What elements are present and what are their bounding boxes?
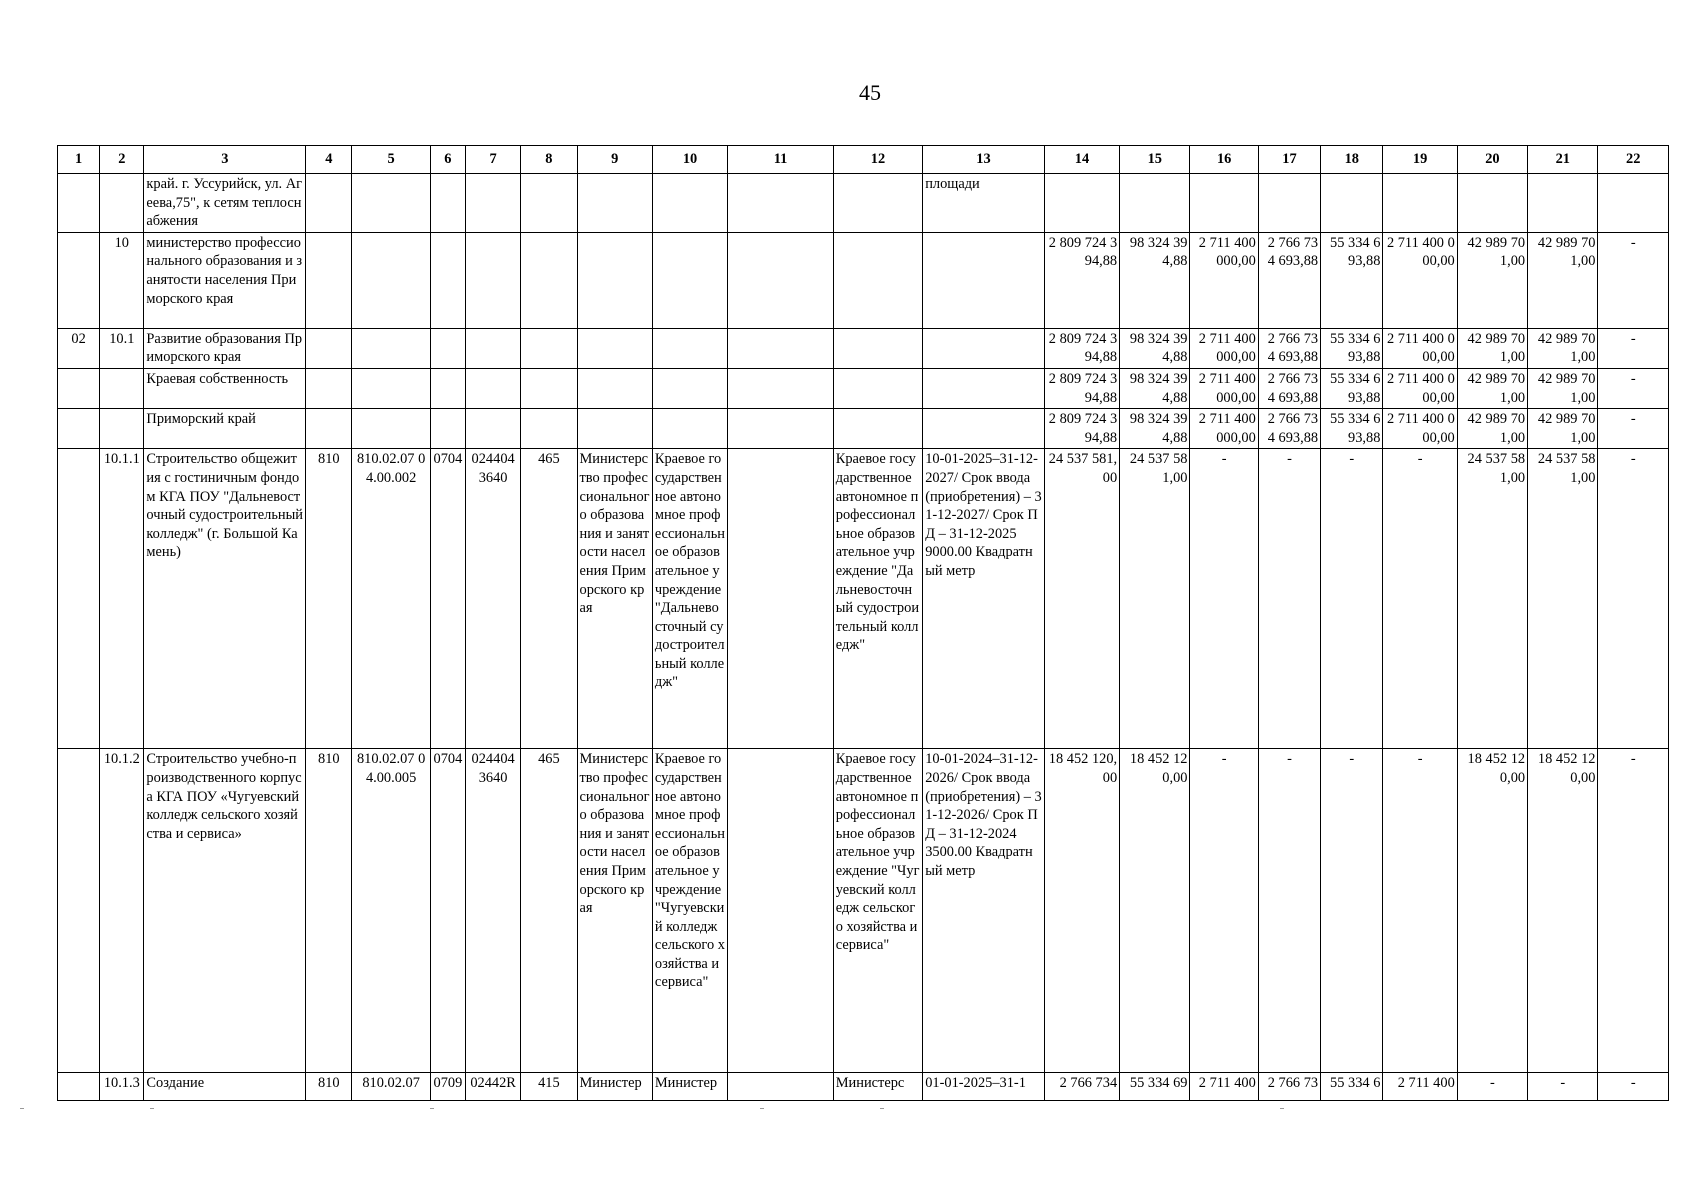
table-cell-col16: 2 711 400: [1190, 1073, 1258, 1101]
table-cell-col14: 18 452 120,00: [1044, 749, 1119, 1073]
table-cell-col4: [306, 232, 352, 328]
header-cell: 4: [306, 146, 352, 174]
table-cell-col10: Краевое государственное автономное профессиональное образовательное учреждение "Дальневосточный судостроительный колледж": [652, 449, 727, 749]
table-cell-col1: [58, 749, 100, 1073]
table-cell-col4: [306, 409, 352, 449]
table-cell-col9: [577, 232, 652, 328]
table-cell-col3: Создание: [144, 1073, 306, 1101]
table-cell-col19: [1383, 174, 1457, 233]
table-cell-col21: 24 537 581,00: [1528, 449, 1598, 749]
table-cell-col4: [306, 174, 352, 233]
table-cell-col17: [1258, 174, 1320, 233]
header-cell: 2: [100, 146, 144, 174]
header-cell: 14: [1044, 146, 1119, 174]
table-cell-col22: [1598, 174, 1669, 233]
table-cell-col8: [521, 368, 577, 408]
header-cell: 17: [1258, 146, 1320, 174]
table-cell-col19: 2 711 400: [1383, 1073, 1457, 1101]
table-cell-col9: [577, 328, 652, 368]
table-body: [58, 174, 1669, 1101]
table-cell-col8: 465: [521, 449, 577, 749]
table-cell-col7: 0244043640: [465, 749, 520, 1073]
table-cell-col11: [728, 1073, 834, 1101]
table-cell-col21: [1528, 174, 1598, 233]
table-cell-col14: 2 809 724 394,88: [1044, 409, 1119, 449]
table-cell-col3: Приморский край: [144, 409, 306, 449]
table-cell-col15: 98 324 394,88: [1120, 368, 1190, 408]
table-cell-col19: -: [1383, 449, 1457, 749]
table-cell-col16: 2 711 400 000,00: [1190, 328, 1258, 368]
table-cell-col5: [352, 409, 430, 449]
table-cell-col21: -: [1528, 1073, 1598, 1101]
table-cell-col8: [521, 232, 577, 328]
table-cell-col7: [465, 174, 520, 233]
table-cell-col14: 2 766 734: [1044, 1073, 1119, 1101]
table-cell-col19: -: [1383, 749, 1457, 1073]
table-cell-col1: [58, 174, 100, 233]
table-cell-col11: [728, 409, 834, 449]
header-cell: 10: [652, 146, 727, 174]
table-cell-col22: -: [1598, 1073, 1669, 1101]
table-cell-col22: -: [1598, 328, 1669, 368]
table-row: [58, 232, 1669, 328]
table-cell-col15: 98 324 394,88: [1120, 409, 1190, 449]
table-cell-col4: 810: [306, 1073, 352, 1101]
table-cell-col2: [100, 368, 144, 408]
table-row: [58, 749, 1669, 1073]
table-cell-col20: 42 989 701,00: [1457, 328, 1527, 368]
table-cell-col3: Строительство учебно-производственного корпуса КГА ПОУ «Чугуевский колледж сельского хозяйства и сервиса»: [144, 749, 306, 1073]
table-cell-col19: 2 711 400 000,00: [1383, 232, 1457, 328]
table-cell-col17: 2 766 734 693,88: [1258, 409, 1320, 449]
table-cell-col13: [923, 328, 1045, 368]
header-cell: 18: [1321, 146, 1383, 174]
table-cell-col17: -: [1258, 749, 1320, 1073]
table-cell-col5: [352, 174, 430, 233]
table-cell-col18: -: [1321, 749, 1383, 1073]
header-cell: 15: [1120, 146, 1190, 174]
table-cell-col17: 2 766 734 693,88: [1258, 328, 1320, 368]
table-cell-col21: 42 989 701,00: [1528, 409, 1598, 449]
table-row: [58, 409, 1669, 449]
table-cell-col11: [728, 232, 834, 328]
table-cell-col15: 24 537 581,00: [1120, 449, 1190, 749]
table-cell-col10: [652, 174, 727, 233]
table-row: [58, 174, 1669, 233]
table-cell-col12: Министерс: [833, 1073, 922, 1101]
table-row: [58, 449, 1669, 749]
table-cell-col1: 02: [58, 328, 100, 368]
table-cell-col16: -: [1190, 749, 1258, 1073]
header-cell: 21: [1528, 146, 1598, 174]
table-cell-col7: [465, 232, 520, 328]
table-cell-col16: 2 711 400 000,00: [1190, 409, 1258, 449]
header-cell: 6: [430, 146, 465, 174]
header-row: [58, 146, 1669, 174]
table-cell-col13: [923, 232, 1045, 328]
table-cell-col12: [833, 368, 922, 408]
table-cell-col20: [1457, 174, 1527, 233]
table-cell-col18: [1321, 174, 1383, 233]
table-cell-col10: [652, 232, 727, 328]
table-cell-col22: -: [1598, 449, 1669, 749]
table-cell-col5: [352, 368, 430, 408]
table-cell-col7: [465, 368, 520, 408]
table-cell-col12: [833, 174, 922, 233]
table-cell-col13: 01-01-2025–31-1: [923, 1073, 1045, 1101]
table-cell-col13: [923, 368, 1045, 408]
table-cell-col11: [728, 174, 834, 233]
table-cell-col5: [352, 232, 430, 328]
table-cell-col2: 10: [100, 232, 144, 328]
table-cell-col8: 415: [521, 1073, 577, 1101]
table-cell-col20: 24 537 581,00: [1457, 449, 1527, 749]
table-cell-col13: 10-01-2025–31-12-2027/ Срок ввода (приобретения) – 31-12-2027/ Срок ПД – 31-12-2025 9000.00 Квадратный метр: [923, 449, 1045, 749]
header-cell: 19: [1383, 146, 1457, 174]
table-cell-col10: Министер: [652, 1073, 727, 1101]
table-cell-col8: [521, 409, 577, 449]
table-cell-col1: [58, 232, 100, 328]
table-cell-col19: 2 711 400 000,00: [1383, 368, 1457, 408]
table-cell-col8: [521, 328, 577, 368]
table-cell-col5: 810.02.07 04.00.005: [352, 749, 430, 1073]
table-cell-col14: [1044, 174, 1119, 233]
table-cell-col9: [577, 409, 652, 449]
table-cell-col7: [465, 409, 520, 449]
table-cell-col21: 18 452 120,00: [1528, 749, 1598, 1073]
table-cell-col2: 10.1.2: [100, 749, 144, 1073]
header-cell: 22: [1598, 146, 1669, 174]
table-cell-col2: 10.1.3: [100, 1073, 144, 1101]
table-cell-col20: -: [1457, 1073, 1527, 1101]
table-cell-col1: [58, 1073, 100, 1101]
table-cell-col11: [728, 449, 834, 749]
table-cell-col13: 10-01-2024–31-12-2026/ Срок ввода (приобретения) – 31-12-2026/ Срок ПД – 31-12-2024 3500.00 Квадратный метр: [923, 749, 1045, 1073]
table-cell-col15: [1120, 174, 1190, 233]
table-cell-col17: -: [1258, 449, 1320, 749]
table-cell-col20: 42 989 701,00: [1457, 368, 1527, 408]
table-cell-col9: [577, 368, 652, 408]
table-cell-col3: министерство профессионального образования и занятости населения Приморского края: [144, 232, 306, 328]
table-cell-col6: [430, 174, 465, 233]
header-cell: 20: [1457, 146, 1527, 174]
table-cell-col21: 42 989 701,00: [1528, 328, 1598, 368]
table-cell-col13: площади: [923, 174, 1045, 233]
table-row: [58, 328, 1669, 368]
table-cell-col3: Строительство общежития с гостиничным фондом КГА ПОУ "Дальневосточный судостроительный колледж" (г. Большой Камень): [144, 449, 306, 749]
table-cell-col20: 42 989 701,00: [1457, 409, 1527, 449]
table-cell-col21: 42 989 701,00: [1528, 232, 1598, 328]
table-cell-col18: 55 334 693,88: [1321, 368, 1383, 408]
table-cell-col6: [430, 328, 465, 368]
table-cell-col2: 10.1: [100, 328, 144, 368]
table-cell-col9: Министерство профессионального образования и занятости населения Приморского края: [577, 449, 652, 749]
table-cell-col1: [58, 449, 100, 749]
header-cell: 1: [58, 146, 100, 174]
header-cell: 12: [833, 146, 922, 174]
table-cell-col17: 2 766 734 693,88: [1258, 232, 1320, 328]
table-cell-col10: [652, 328, 727, 368]
table-cell-col3: Развитие образования Приморского края: [144, 328, 306, 368]
table-cell-col12: Краевое государственное автономное профессиональное образовательное учреждение "Чугуевский колледж сельского хозяйства и сервиса": [833, 749, 922, 1073]
table-cell-col12: [833, 409, 922, 449]
table-cell-col16: -: [1190, 449, 1258, 749]
table-cell-col18: -: [1321, 449, 1383, 749]
table-cell-col3: Краевая собственность: [144, 368, 306, 408]
table-cell-col6: [430, 409, 465, 449]
table-cell-col16: 2 711 400 000,00: [1190, 368, 1258, 408]
table-row: [58, 368, 1669, 408]
table-cell-col4: [306, 368, 352, 408]
table-cell-col5: 810.02.07: [352, 1073, 430, 1101]
table-cell-col6: 0704: [430, 449, 465, 749]
table-cell-col10: Краевое государственное автономное профессиональное образовательное учреждение "Чугуевский колледж сельского хозяйства и сервиса": [652, 749, 727, 1073]
header-cell: 7: [465, 146, 520, 174]
table-cell-col15: 18 452 120,00: [1120, 749, 1190, 1073]
table-cell-col12: [833, 328, 922, 368]
table-cell-col6: 0704: [430, 749, 465, 1073]
table-cell-col9: [577, 174, 652, 233]
table-cell-col12: [833, 232, 922, 328]
table-cell-col7: [465, 328, 520, 368]
table-cell-col22: -: [1598, 409, 1669, 449]
table-cell-col6: [430, 232, 465, 328]
table-cell-col19: 2 711 400 000,00: [1383, 328, 1457, 368]
table-cell-col10: [652, 409, 727, 449]
page-number: 45: [859, 80, 881, 105]
table-row: [58, 1073, 1669, 1101]
table-cell-col18: 55 334 693,88: [1321, 328, 1383, 368]
table-cell-col2: 10.1.1: [100, 449, 144, 749]
table-cell-col21: 42 989 701,00: [1528, 368, 1598, 408]
table-cell-col12: Краевое государственное автономное профессиональное образовательное учреждение "Дальневосточный судостроительный колледж": [833, 449, 922, 749]
table-cell-col6: 0709: [430, 1073, 465, 1101]
table-cell-col19: 2 711 400 000,00: [1383, 409, 1457, 449]
table-cell-col20: 42 989 701,00: [1457, 232, 1527, 328]
table-cell-col11: [728, 368, 834, 408]
table-cell-col1: [58, 409, 100, 449]
table-cell-col7: 0244043640: [465, 449, 520, 749]
table-cell-col14: 24 537 581,00: [1044, 449, 1119, 749]
header-cell: 11: [728, 146, 834, 174]
table-cell-col4: [306, 328, 352, 368]
table-cell-col5: 810.02.07 04.00.002: [352, 449, 430, 749]
table-cell-col8: 465: [521, 749, 577, 1073]
table-cell-col18: 55 334 6: [1321, 1073, 1383, 1101]
table-cell-col16: [1190, 174, 1258, 233]
table-cell-col14: 2 809 724 394,88: [1044, 232, 1119, 328]
table-cell-col20: 18 452 120,00: [1457, 749, 1527, 1073]
table-cell-col17: 2 766 73: [1258, 1073, 1320, 1101]
table-cell-col8: [521, 174, 577, 233]
header-cell: 16: [1190, 146, 1258, 174]
table-cell-col2: [100, 409, 144, 449]
budget-table: [57, 145, 1669, 1101]
table-cell-col14: 2 809 724 394,88: [1044, 368, 1119, 408]
table-cell-col9: Министерство профессионального образования и занятости населения Приморского края: [577, 749, 652, 1073]
table-cell-col22: -: [1598, 232, 1669, 328]
header-cell: 8: [521, 146, 577, 174]
table-cell-col17: 2 766 734 693,88: [1258, 368, 1320, 408]
header-cell: 5: [352, 146, 430, 174]
table-cell-col18: 55 334 693,88: [1321, 232, 1383, 328]
table-cell-col14: 2 809 724 394,88: [1044, 328, 1119, 368]
table-cell-col9: Министер: [577, 1073, 652, 1101]
table-cell-col15: 55 334 69: [1120, 1073, 1190, 1101]
table-cell-col5: [352, 328, 430, 368]
table-cell-col4: 810: [306, 449, 352, 749]
table-cell-col4: 810: [306, 749, 352, 1073]
table-cell-col15: 98 324 394,88: [1120, 328, 1190, 368]
header-cell: 3: [144, 146, 306, 174]
table-cell-col3: край. г. Уссурийск, ул. Агеева,75", к сетям теплоснабжения: [144, 174, 306, 233]
table-cell-col22: -: [1598, 368, 1669, 408]
scan-artifacts: [0, 1108, 1690, 1109]
table-cell-col15: 98 324 394,88: [1120, 232, 1190, 328]
table-cell-col2: [100, 174, 144, 233]
table-cell-col16: 2 711 400 000,00: [1190, 232, 1258, 328]
header-cell: 13: [923, 146, 1045, 174]
table-cell-col6: [430, 368, 465, 408]
table-cell-col18: 55 334 693,88: [1321, 409, 1383, 449]
table-cell-col10: [652, 368, 727, 408]
table-cell-col22: -: [1598, 749, 1669, 1073]
table-cell-col1: [58, 368, 100, 408]
table-cell-col11: [728, 749, 834, 1073]
table-cell-col13: [923, 409, 1045, 449]
table-cell-col7: 02442R: [465, 1073, 520, 1101]
table-cell-col11: [728, 328, 834, 368]
header-cell: 9: [577, 146, 652, 174]
